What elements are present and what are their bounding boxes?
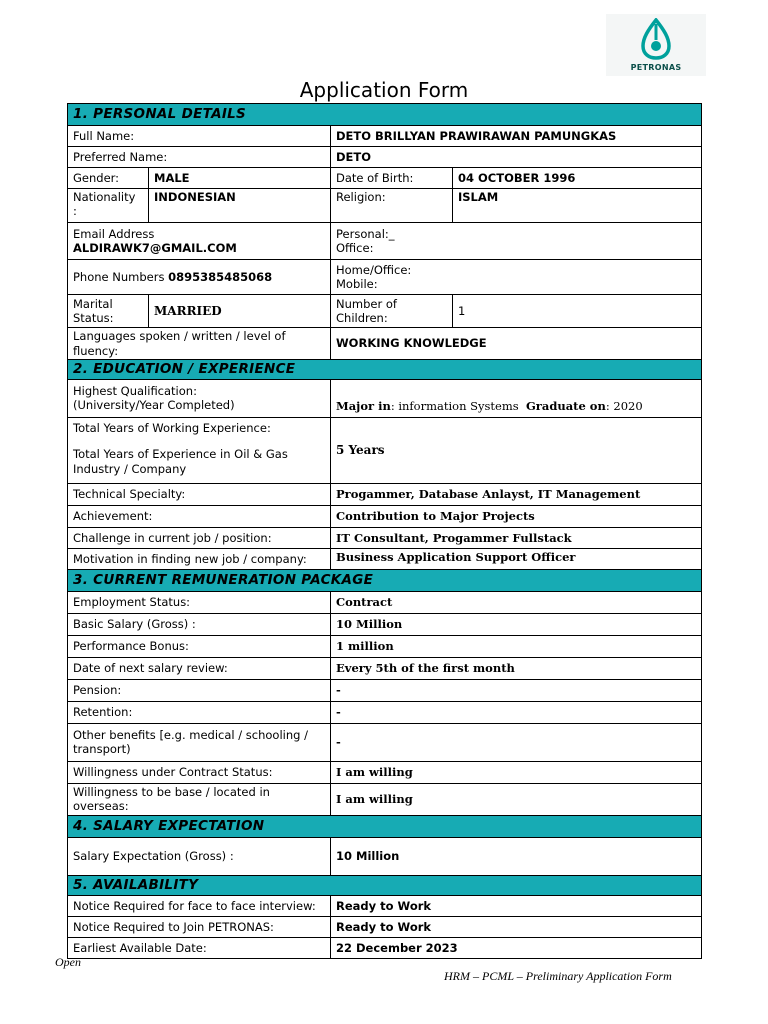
pension-value[interactable]: - <box>331 679 702 701</box>
form-footer-name: HRM – PCML – Preliminary Application Form <box>444 969 672 983</box>
section-title: 3. CURRENT REMUNERATION PACKAGE <box>68 569 702 591</box>
salary-review-label: Date of next salary review: <box>68 657 331 679</box>
achievement-label: Achievement: <box>68 505 331 527</box>
full-name-value[interactable]: DETO BRILLYAN PRAWIRAWAN PAMUNGKAS <box>331 126 702 147</box>
basic-salary-label: Basic Salary (Gross) : <box>68 613 331 635</box>
row-languages <box>68 328 702 360</box>
section-header-remuneration <box>68 569 702 591</box>
row-experience <box>68 417 702 483</box>
gender-label: Gender: <box>68 168 149 189</box>
home-office-label: Home/Office: <box>336 262 412 277</box>
section-header-salary <box>68 815 702 837</box>
challenge-label: Challenge in current job / position: <box>68 527 331 548</box>
row-specialty <box>68 483 702 505</box>
salary-review-value[interactable]: Every 5th of the first month <box>331 657 702 679</box>
interview-notice-label: Notice Required for face to face interview: <box>68 895 331 916</box>
row-employment <box>68 591 702 613</box>
overseas-willingness-value[interactable]: I am willing <box>331 783 702 815</box>
email-value[interactable]: ALDIRAWK7@GMAIL.COM <box>73 241 237 255</box>
petronas-droplet-icon <box>640 18 672 60</box>
children-label: Number of Children: <box>331 295 453 328</box>
row-other-benefits <box>68 723 702 761</box>
contract-willingness-label: Willingness under Contract Status: <box>68 761 331 783</box>
row-motivation <box>68 548 702 569</box>
row-challenge <box>68 527 702 548</box>
row-salary-expectation <box>68 837 702 875</box>
other-benefits-value[interactable]: - <box>331 723 702 761</box>
specialty-value[interactable]: Progammer, Database Anlayst, IT Management <box>331 483 702 505</box>
preferred-name-label: Preferred Name: <box>68 147 331 168</box>
join-notice-value[interactable]: Ready to Work <box>331 916 702 937</box>
row-bonus <box>68 635 702 657</box>
interview-notice-value[interactable]: Ready to Work <box>331 895 702 916</box>
major-value: : information Systems <box>390 398 519 413</box>
gender-value[interactable]: MALE <box>149 168 331 189</box>
row-full-name <box>68 126 702 147</box>
row-phone <box>68 260 702 295</box>
section-title: 4. SALARY EXPECTATION <box>68 815 702 837</box>
section-header-personal <box>68 104 702 126</box>
dob-value[interactable]: 04 OCTOBER 1996 <box>453 168 702 189</box>
experience-label: Total Years of Working Experience: Total Years of Experience in Oil & Gas Industry / Company <box>68 417 331 483</box>
personal-phone-label: Personal: <box>336 226 389 241</box>
specialty-label: Technical Specialty: <box>68 483 331 505</box>
achievement-value[interactable]: Contribution to Major Projects <box>331 505 702 527</box>
employment-label: Employment Status: <box>68 591 331 613</box>
graduate-value: : 2020 <box>605 398 643 413</box>
home-mobile-cell <box>331 260 702 295</box>
row-earliest-date <box>68 937 702 958</box>
section-title: 5. AVAILABILITY <box>68 875 702 895</box>
experience-value[interactable]: 5 Years <box>331 417 702 483</box>
section-header-availability <box>68 875 702 895</box>
row-qualification <box>68 379 702 417</box>
challenge-value[interactable]: IT Consultant, Progammer Fullstack <box>331 527 702 548</box>
retention-value[interactable]: - <box>331 701 702 723</box>
personal-phone-value[interactable]: _ <box>388 226 395 241</box>
earliest-date-label: Earliest Available Date: <box>68 937 331 958</box>
classification-label: Open <box>55 955 81 969</box>
row-salary-review <box>68 657 702 679</box>
row-marital-children <box>68 295 702 328</box>
phone-label: Phone Numbers <box>73 269 165 284</box>
basic-salary-value[interactable]: 10 Million <box>331 613 702 635</box>
row-gender-dob <box>68 168 702 189</box>
other-benefits-label: Other benefits [e.g. medical / schooling / transport) <box>68 723 331 761</box>
employment-value[interactable]: Contract <box>331 591 702 613</box>
salary-expectation-label: Salary Expectation (Gross) : <box>68 837 331 875</box>
phone-value[interactable]: 0895385485068 <box>168 269 273 284</box>
qualification-value[interactable] <box>331 379 702 417</box>
religion-value[interactable]: ISLAM <box>453 189 702 223</box>
motivation-label: Motivation in finding new job / company: <box>68 548 331 569</box>
motivation-value[interactable]: Business Application Support Officer <box>331 548 702 569</box>
graduate-label: Graduate on <box>525 398 606 413</box>
overseas-willingness-label: Willingness to be base / located in overseas: <box>68 783 331 815</box>
marital-value[interactable]: MARRIED <box>149 295 331 328</box>
row-achievement <box>68 505 702 527</box>
row-interview-notice <box>68 895 702 916</box>
page-title: Application Form <box>299 78 469 102</box>
dob-label: Date of Birth: <box>331 168 453 189</box>
children-value[interactable]: 1 <box>453 295 702 328</box>
nationality-label: Nationality : <box>68 189 149 223</box>
pension-label: Pension: <box>68 679 331 701</box>
email-label: Email Address <box>73 226 155 241</box>
row-nationality-religion <box>68 189 702 223</box>
bonus-label: Performance Bonus: <box>68 635 331 657</box>
nationality-value[interactable]: INDONESIAN <box>149 189 331 223</box>
row-basic-salary <box>68 613 702 635</box>
join-notice-label: Notice Required to Join PETRONAS: <box>68 916 331 937</box>
religion-label: Religion: <box>331 189 453 223</box>
marital-label: Marital Status: <box>68 295 149 328</box>
salary-expectation-value[interactable]: 10 Million <box>331 837 702 875</box>
row-pension <box>68 679 702 701</box>
personal-office-cell <box>331 223 702 260</box>
retention-label: Retention: <box>68 701 331 723</box>
earliest-date-value[interactable]: 22 December 2023 <box>331 937 702 958</box>
section-title: 1. PERSONAL DETAILS <box>68 104 702 126</box>
section-title: 2. EDUCATION / EXPERIENCE <box>68 360 702 380</box>
bonus-value[interactable]: 1 million <box>331 635 702 657</box>
email-cell <box>68 223 331 260</box>
application-form-table <box>67 103 702 959</box>
office-phone-label: Office: <box>336 241 374 255</box>
petronas-logo <box>606 14 706 76</box>
full-name-label: Full Name: <box>68 126 331 147</box>
languages-label: Languages spoken / written / level of fluency: <box>68 328 331 360</box>
languages-value[interactable]: WORKING KNOWLEDGE <box>331 328 702 360</box>
section-header-education <box>68 360 702 380</box>
row-retention <box>68 701 702 723</box>
row-overseas-willingness <box>68 783 702 815</box>
row-join-notice <box>68 916 702 937</box>
major-label: Major in <box>336 398 391 413</box>
row-preferred-name <box>68 147 702 168</box>
logo-brand-text: PETRONAS <box>630 63 682 72</box>
row-contract-willingness <box>68 761 702 783</box>
row-email <box>68 223 702 260</box>
preferred-name-value[interactable]: DETO <box>331 147 702 168</box>
qualification-label: Highest Qualification: (University/Year Completed) <box>68 379 331 417</box>
mobile-label: Mobile: <box>336 277 378 291</box>
contract-willingness-value[interactable]: I am willing <box>331 761 702 783</box>
phone-cell <box>68 260 331 295</box>
